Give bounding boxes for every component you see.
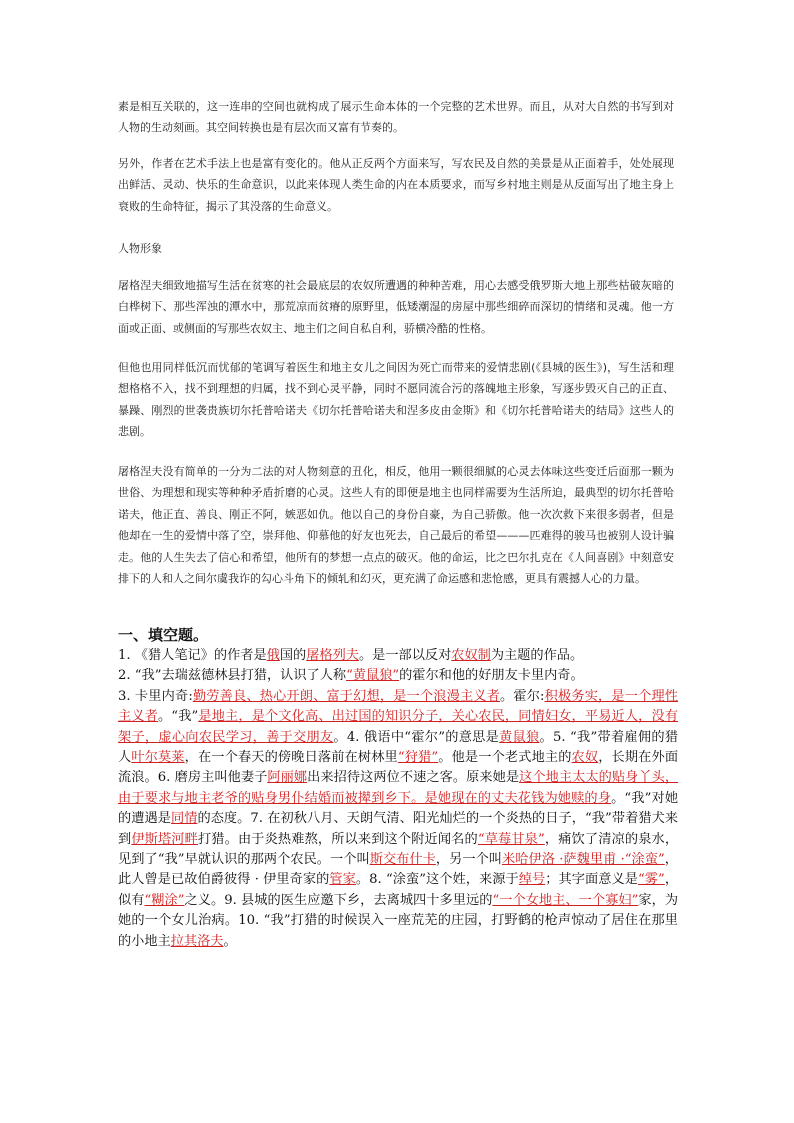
answer-blank: 叶尔莫莱 <box>131 750 185 766</box>
answer-blank: 屠格列夫 <box>306 648 359 663</box>
section-heading-characters: 人物形象 <box>118 242 162 255</box>
question-text: ，另一个叫 <box>435 852 503 868</box>
question-text: ；其字面意义是 <box>545 872 638 888</box>
answer-blank: 这个地主太太的贴身丫头，由于要求与地主老爷的贴身男仆结婚而被撵到乡下。是她现在的丈夫花钱为她赎的身 <box>118 770 679 806</box>
question-text: ，似有 <box>118 872 679 908</box>
answer-blank: 黄鼠狼 <box>499 729 540 745</box>
question-text: 。霍尔: <box>500 688 545 704</box>
question-text: 之义。9. 县城的医生应邀下乡，去离城四十多里远的 <box>184 892 493 908</box>
answer-blank: “黄鼠狼” <box>346 668 400 684</box>
question-text: 。是一部以反对 <box>358 648 452 663</box>
answer-blank: 米哈伊洛 ·萨魏里甫 ·“涂蛮” <box>502 852 665 868</box>
question-text: ，在一个春天的傍晚日落前在树林里 <box>184 750 398 766</box>
answer-blank: “糊涂” <box>144 892 185 908</box>
paragraph-character-portrayal: 屠格涅夫没有简单的一分为二法的对人物刻意的丑化，相反，他用一颗很细腻的心灵去体味这些变迁后面那一颗为世俗、为理想和现实等种种矛盾折磨的心灵。这些人有的即便是地主也同样需要为生活所迫，最典型的切尔托普哈诺夫，他正直、善良、刚正不阿，嫉恶如仇。他以自己的身份自豪，为自己骄傲。他一次次救下来很多弱者，但是他却在一生的爱情中落了空，崇拜他、仰慕他的好友也死去，自己最后的希望———匹难得的骏马也被别人设计骗走。他的人生失去了信心和希望，他所有的梦想一点点的破灭。他的命运，比之巴尔扎克在《人间喜剧》中刻意安排下的人和人之间尔虞我诈的勾心斗角下的倾轧和幻灭，更充满了命运感和悲怆感，更具有震撼人心的力量。 <box>118 465 674 586</box>
question-text: 的态度。7. 在初秋八月、天朗气清、阳光灿烂的一个炎热的日子，“我”带着猎犬来到 <box>118 811 678 847</box>
question-text: 。8. “涂蛮”这个姓，来源于 <box>355 872 519 888</box>
question-text: 2. “我”去瑞兹德林县打猎，认识了人称 <box>118 668 347 684</box>
question-text: ，长期在外面流浪。6. 磨房主叫他妻子 <box>118 750 679 786</box>
question-text: 国的 <box>279 648 307 663</box>
question-text: 。“我” <box>157 709 199 725</box>
answer-blank: 阿丽娜 <box>267 770 308 786</box>
question-text: 家，为她的一个女儿治病。10. “我”打猎的时候误入一座荒芜的庄园，打野鹤的枪声惊动了居住在那里的小地主 <box>118 892 679 949</box>
fill-in-blank-section <box>118 624 678 952</box>
question-text: 。“我”对她的遭遇是 <box>118 790 679 827</box>
question-text: 的霍尔和他的好朋友卡里内奇。 <box>399 668 584 684</box>
answer-blank: 管家 <box>329 872 356 888</box>
paragraph-spatial-structure: 素是相互关联的，这一连串的空间也就构成了展示生命本体的一个完整的艺术世界。而且，从对大自然的书写到对人物的生动刻画。其空间转换也是有层次而又富有节奏的。 <box>118 100 674 135</box>
question-1 <box>118 646 678 666</box>
answer-blank: 勤劳善良、热心开朗、富于幻想，是一个浪漫主义者 <box>192 688 500 704</box>
paragraph-artistic-technique: 另外，作者在艺术手法上也是富有变化的。他从正反两个方面来写，写农民及自然的美景是从正面着手，处处展现出鲜活、灵动、快乐的生命意识，以此来体现人类生命的内在本质要求，而写乡村地主则是从反面写出了地主身上衰败的生命特征，揭示了其没落的生命意义。 <box>118 157 674 213</box>
answer-blank: 斯交布什卡 <box>369 852 436 868</box>
quiz-title: 一、填空题。 <box>118 626 209 644</box>
answer-blank: 伊斯塔河畔 <box>131 831 198 847</box>
question-text: 3. 卡里内奇: <box>118 688 193 704</box>
question-2 <box>118 666 678 686</box>
question-text: 。4. 俄语中“霍尔”的意思是 <box>333 729 500 745</box>
answer-blank: 农奴制 <box>451 648 491 663</box>
question-text: 出来招待这两位不速之客。原来她是 <box>307 770 520 786</box>
question-text: ，此人曾是已故伯爵彼得 · 伊里奇家的 <box>118 852 678 888</box>
answer-blank: “狩猎” <box>397 750 439 766</box>
answer-blank: 农奴 <box>571 750 599 766</box>
question-text: 打猎。由于炎热难熬，所以来到这个附近闻名的 <box>197 831 478 847</box>
answer-blank: 积极务实，是一个理性主义者 <box>118 688 679 725</box>
answer-blank: 是地主，是个文化高、出过国的知识分子，关心农民，同情妇女，平易近人，没有架子，虚心向农民学习，善于交朋友 <box>118 709 679 745</box>
question-text: 。他是一个老式地主的 <box>438 750 572 766</box>
paragraph-tragedies: 但他也用同样低沉而忧郁的笔调写着医生和地主女儿之间因为死亡而带来的爱情悲剧(《县城的医生》)，写生活和理想格格不入，找不到理想的归属，找不到心灵平静，同时不愿同流合污的落魄地主形象，写逐步毁灭自己的正直、暴躁、刚烈的世袭贵族切尔托普哈诺夫《切尔托普哈诺夫和涅多皮由金斯》和《切尔托普哈诺夫的结局》这些人的悲剧。 <box>118 361 674 439</box>
question-text: 1. 《猎人笔记》的作者是 <box>118 648 267 663</box>
question-text: 。 <box>223 933 237 949</box>
answer-blank: “雾” <box>637 872 665 888</box>
answer-blank: “草莓甘泉” <box>477 831 545 847</box>
question-text: ，痛饮了清凉的泉水，见到了“我”早就认识的那两个农民。一个叫 <box>118 831 679 868</box>
question-text: 。5. “我”带着雇佣的猎人 <box>118 729 679 766</box>
answer-blank: 绰号 <box>518 872 546 888</box>
paragraph-serfs-suffering: 屠格涅夫细致地描写生活在贫寒的社会最底层的农奴所遭遇的种种苦难，用心去感受俄罗斯大地上那些枯破灰暗的白桦树下、那些浑浊的潭水中，那荒凉而贫瘠的原野里，低矮潮湿的房屋中那些细碎而深切的情绪和灵魂。他一方面或正面、或侧面的写那些农奴主、地主们之间自私自利，骄横冷酷的性格。 <box>118 279 674 335</box>
answer-blank: 拉其洛夫 <box>170 933 224 949</box>
answer-blank: “一个女地主、一个寡妇” <box>492 892 639 908</box>
answer-blank: 同情 <box>170 811 198 827</box>
question-text: 为主题的作品。 <box>490 648 584 663</box>
question-3-to-10 <box>118 687 678 952</box>
answer-blank: 俄 <box>266 648 280 663</box>
